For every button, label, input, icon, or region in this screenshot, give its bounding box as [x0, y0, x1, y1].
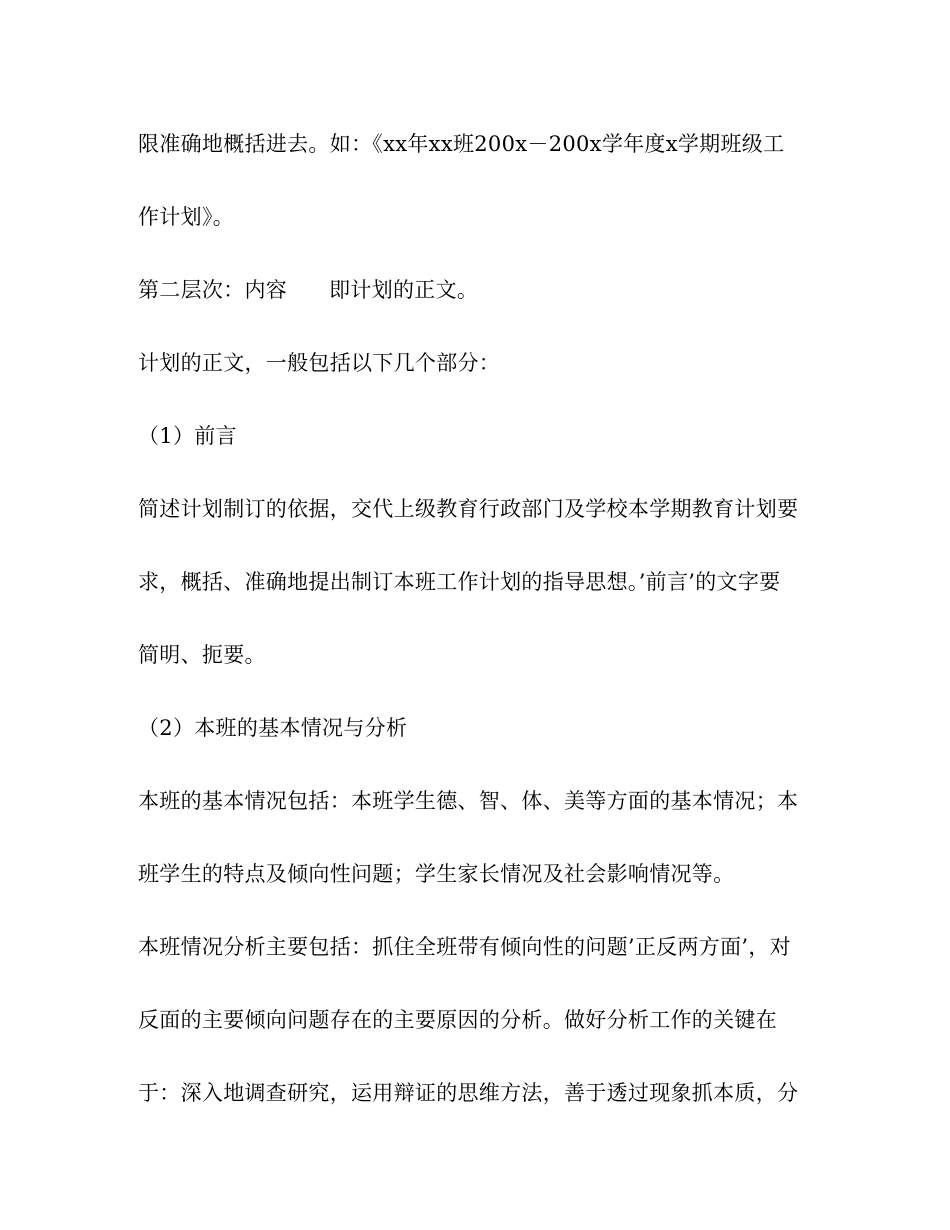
section-heading-description: 即计划的正文。 [329, 278, 479, 302]
text-line: 求，概括、准确地提出制订本班工作计划的指导思想。’前言’的文字要 [138, 570, 781, 594]
section-heading: 第二层次：内容 [138, 278, 288, 302]
text-line: 简述计划制订的依据，交代上级教育行政部门及学校本学期教育计划要 [138, 497, 799, 521]
text-line: 限准确地概括进去。如：《xx年xx班200x－200x学年度x学期班级工 [138, 132, 785, 156]
text-line: 计划的正文，一般包括以下几个部分： [138, 351, 501, 375]
text-line: 本班的基本情况包括：本班学生德、智、体、美等方面的基本情况；本 [138, 789, 799, 813]
section-heading-line [138, 276, 818, 304]
subheading: （1）前言 [138, 424, 237, 448]
text-line: 反面的主要倾向问题存在的主要原因的分析。做好分析工作的关键在 [138, 1008, 777, 1032]
text-line: 于：深入地调查研究，运用辩证的思维方法，善于透过现象抓本质，分 [138, 1081, 799, 1105]
subheading: （2）本班的基本情况与分析 [138, 716, 408, 740]
text-line: 简明、扼要。 [138, 643, 266, 667]
text-line: 作计划》。 [138, 205, 234, 229]
text-line: 本班情况分析主要包括：抓住全班带有倾向性的问题’正反两方面’，对 [138, 935, 791, 959]
text-line: 班学生的特点及倾向性问题；学生家长情况及社会影响情况等。 [138, 862, 735, 886]
